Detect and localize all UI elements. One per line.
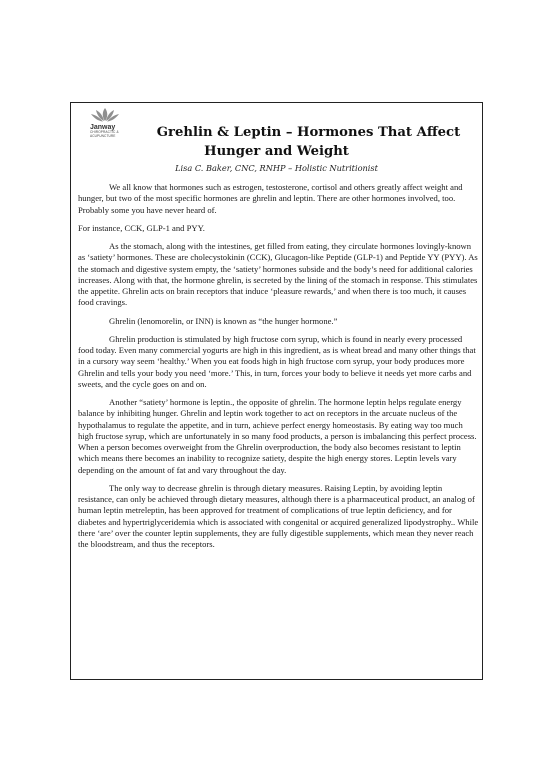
author-byline: Lisa C. Baker, CNC, RNHP – Holistic Nutritionist bbox=[175, 163, 378, 173]
article-body bbox=[78, 182, 479, 557]
paragraph: Ghrelin (lenomorelin, or INN) is known as “the hunger hormone.” bbox=[109, 315, 338, 326]
paragraph: As the stomach, along with the intestines, get filled from eating, they circulate hormones lovingly-known as ‘satiety’ hormones. These are cholecystokinin (CCK), Glucagon-like Peptide (GLP-1) and Peptide YY (PYY). As the stomach and digestive system empty, the ‘satiety’ hormones subside and the body’s need for additional calories increases. Along with that, the hormone ghrelin, is secreted by the lining of the stomach in response. This stimulates the appetite. Ghrelin acts on brain receptors that induce ‘pleasure rewards,’ and when there is too much, it causes food cravings. bbox=[78, 241, 478, 308]
paragraph: Another “satiety’ hormone is leptin., the opposite of ghrelin. The hormone leptin helps regulate energy balance by inhibiting hunger. Ghrelin and leptin work together to act on receptors in the arcuate nucleus of the hypothalamus to regulate the appetite, and in turn, achieve perfect energy homeostasis. By eating way too much high fructose syrup, which are unfortunately in so many food products, a person is imbalancing this perfect process. When a person becomes overweight from the Ghrelin overproduction, the body also becomes resistant to leptin which means there becomes an inability to recognize satiety, despite the high energy stores. Leptin levels vary depending on the amount of fat and vary throughout the day. bbox=[78, 397, 477, 475]
logo-name: Janway bbox=[90, 124, 116, 131]
logo-subtitle-line1: CHIROPRACTIC & bbox=[90, 130, 119, 134]
logo-subtitle-line2: ACUPUNCTURE bbox=[90, 133, 116, 138]
paragraph: Ghrelin production is stimulated by high fructose corn syrup, which is found in nearly every processed food today. Even many commercial yogurts are high in this ingredient, as is wheat bread and many other things that in a cursory way seem ‘healthy.’ When you eat foods high in high fructose corn syrup, your body produces more Ghrelin and tells your body you need ‘more.’ This, in turn, forces your body to believe it needs yet more carbs and sweets, and the cycle goes on and on. bbox=[78, 333, 476, 389]
document-title bbox=[71, 123, 482, 161]
title-line-1: Grehlin & Leptin – Hormones That Affect bbox=[156, 125, 461, 140]
title-line-2: Hunger and Weight bbox=[204, 144, 349, 159]
lotus-flower-icon bbox=[90, 107, 120, 123]
document-page bbox=[70, 102, 483, 680]
paragraph: We all know that hormones such as estrogen, testosterone, cortisol and others greatly affect weight and hunger, but two of the most specific hormones are ghrelin and leptin. There are other hormones involved, too. Probably some you have never heard of. bbox=[78, 182, 463, 215]
paragraph: The only way to decrease ghrelin is through dietary measures. Raising Leptin, by avoiding leptin resistance, can only be achieved through dietary measures, although there is a pharmaceutical product, an analog of human leptin metreleptin, has been approved for treatment of complications of true leptin deficiency, and for diabetes and hypertriglyceridemia which is associated with congenital or acquired generalized lipodystrophy.. While there ‘are’ over the counter leptin supplements, they are fully digestible supplements, which mean they never reach the bloodstream, and thus the receptors. bbox=[78, 482, 479, 549]
paragraph: For instance, CCK, GLP-1 and PYY. bbox=[78, 222, 205, 233]
